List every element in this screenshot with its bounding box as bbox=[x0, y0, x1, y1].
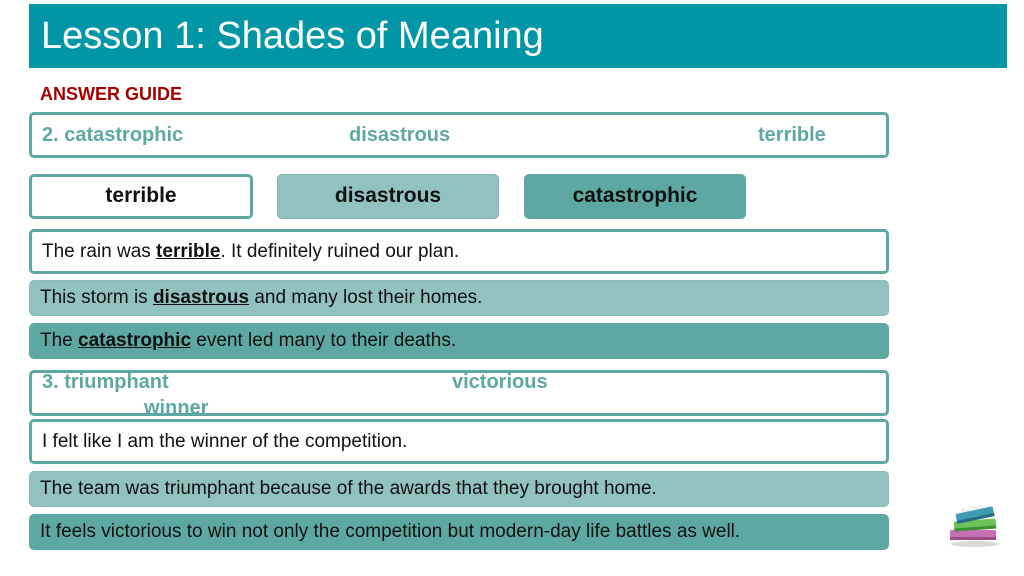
sentence-text: event led many to their deaths. bbox=[191, 330, 457, 351]
section2-word-2: disastrous bbox=[349, 124, 451, 146]
section2-word-1: 2. catastrophic bbox=[42, 124, 184, 146]
tile-terrible[interactable] bbox=[29, 174, 253, 219]
section3-word-3: winner bbox=[144, 397, 209, 416]
tile-disastrous-label: disastrous bbox=[334, 184, 442, 207]
section3-word-row bbox=[29, 370, 889, 416]
tile-disastrous[interactable] bbox=[277, 174, 499, 219]
books-icon bbox=[946, 500, 1004, 548]
sentence-winner: I felt like I am the winner of the competition. bbox=[42, 430, 408, 452]
sentence-text: The rain was bbox=[42, 240, 157, 262]
section2-word-row bbox=[29, 112, 889, 158]
page-title: Lesson 1: Shades of Meaning bbox=[41, 15, 544, 57]
sentence-terrible bbox=[42, 241, 459, 263]
tile-terrible-label: terrible bbox=[105, 184, 177, 207]
sentence-victorious: It feels victorious to win not only the competition but modern-day life battles as well. bbox=[40, 521, 741, 542]
section3-word-2: victorious bbox=[452, 371, 548, 393]
sentence-disastrous bbox=[40, 287, 482, 309]
sentence-box-triumphant bbox=[29, 471, 889, 507]
title-bar bbox=[29, 4, 1007, 68]
sentence-keyword: catastrophic bbox=[78, 330, 192, 351]
tile-catastrophic-label: catastrophic bbox=[572, 184, 698, 207]
section2-word-3: terrible bbox=[758, 124, 826, 146]
sentence-triumphant: The team was triumphant because of the awards that they brought home. bbox=[40, 478, 657, 499]
sentence-catastrophic bbox=[40, 330, 456, 352]
sentence-text: The bbox=[40, 330, 79, 351]
sentence-box-terrible bbox=[29, 229, 889, 274]
sentence-box-victorious bbox=[29, 514, 889, 550]
sentence-keyword: disastrous bbox=[152, 287, 250, 308]
sentence-box-disastrous bbox=[29, 280, 889, 316]
answer-guide-label: ANSWER GUIDE bbox=[40, 84, 183, 104]
sentence-box-catastrophic bbox=[29, 323, 889, 359]
sentence-text: This storm is bbox=[40, 287, 153, 308]
sentence-text: . It definitely ruined our plan. bbox=[220, 240, 460, 262]
sentence-box-winner bbox=[29, 419, 889, 464]
tile-catastrophic[interactable] bbox=[524, 174, 746, 219]
sentence-text: and many lost their homes. bbox=[249, 287, 483, 308]
sentence-keyword: terrible bbox=[156, 240, 221, 262]
section3-word-1: 3. triumphant bbox=[42, 371, 169, 393]
